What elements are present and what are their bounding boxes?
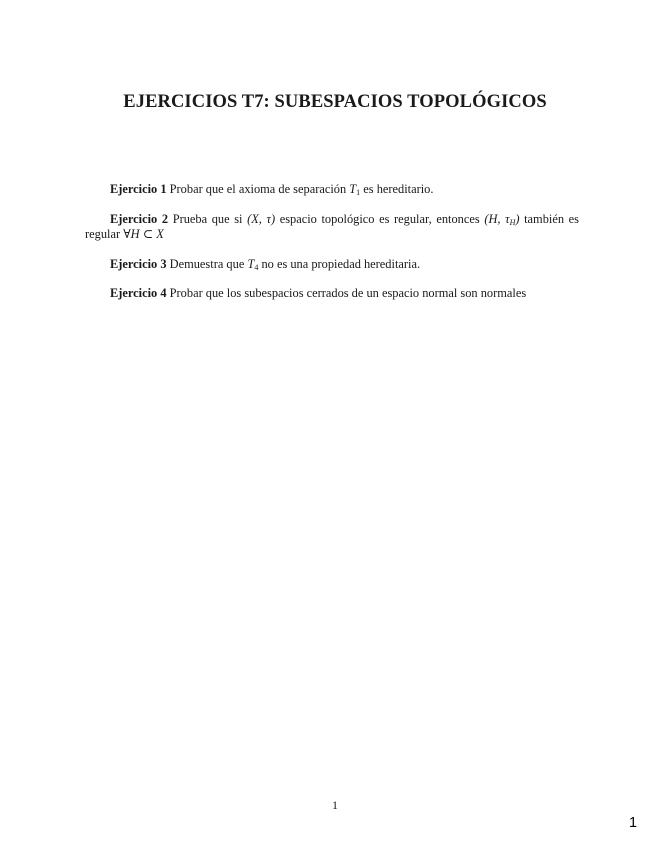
exercise-label: Ejercicio 4 [110, 286, 167, 300]
exercise-text: Demuestra que [169, 256, 245, 271]
math-expression: ∀H ⊂ X [123, 227, 164, 241]
exercise-text: espacio topológico es regular, entonces [279, 211, 480, 226]
exercise-text: no es una propiedad hereditaria. [261, 256, 421, 271]
exercise-text: Prueba que si [172, 211, 243, 226]
math-expression: $T_4$ [247, 256, 259, 272]
math-expression: (H, $\tau_H$) [484, 211, 520, 227]
exercise-3 [85, 257, 579, 273]
exercise-text: Probar que los subespacios cerrados de un espacio normal son normales [169, 286, 527, 300]
math-expression: $T_1$ [349, 182, 361, 197]
exercise-text: es hereditario. [363, 182, 434, 196]
exercise-label: Ejercicio 1 [110, 182, 167, 196]
page-number: 1 [332, 798, 338, 812]
exercise-text: Probar que el axioma de separación [169, 182, 347, 196]
exercise-label: Ejercicio 2 [110, 211, 169, 226]
viewer-page-indicator: 1 [629, 815, 638, 831]
exercise-label: Ejercicio 3 [110, 256, 167, 271]
exercise-1 [85, 182, 579, 198]
page-title: EJERCICIOS T7: SUBESPACIOS TOPOLÓGICOS [123, 92, 547, 112]
exercise-list [85, 182, 579, 316]
exercise-text: también es regular [85, 211, 579, 241]
math-expression: (X, τ) [247, 211, 276, 226]
exercise-4 [85, 286, 579, 302]
exercise-2 [85, 212, 579, 243]
